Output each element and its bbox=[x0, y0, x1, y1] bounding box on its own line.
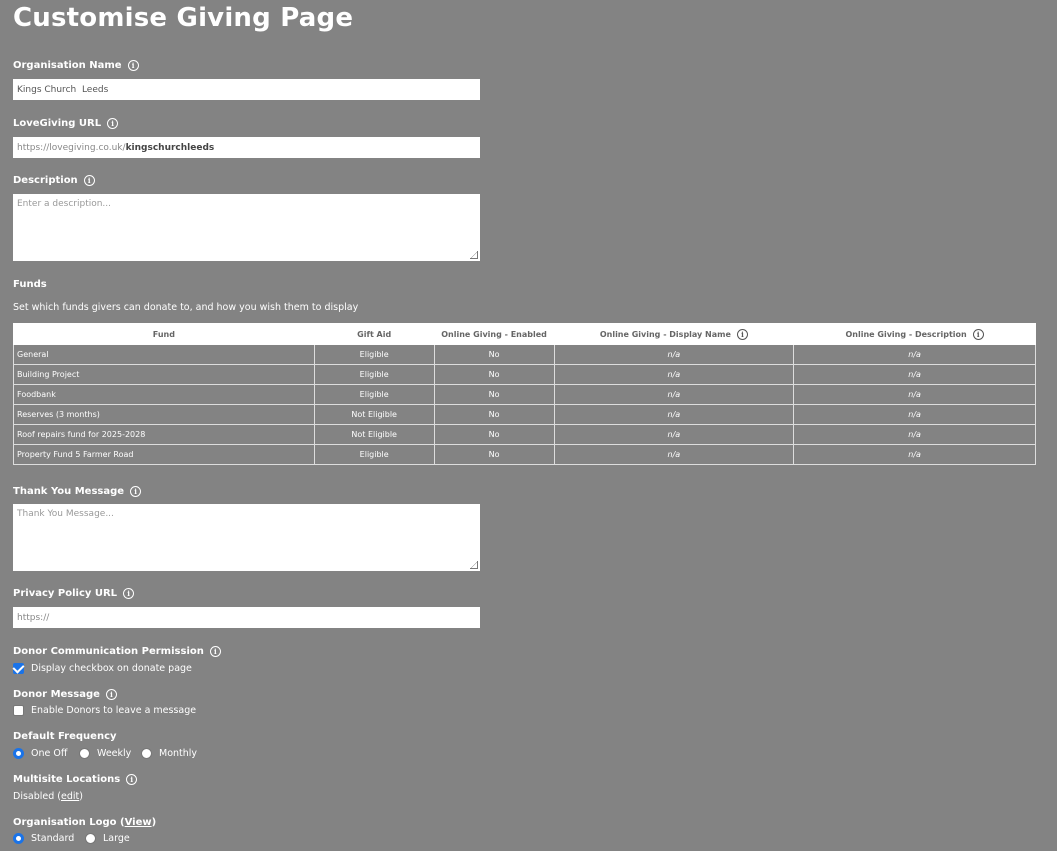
gift-aid-cell: Not Eligible bbox=[314, 405, 434, 425]
fund-name-cell: General bbox=[14, 345, 315, 365]
thank-you-message-placeholder: Thank You Message... bbox=[17, 509, 114, 519]
organisation-name-input[interactable] bbox=[13, 79, 480, 100]
online-enabled-cell: No bbox=[434, 345, 554, 365]
frequency-radio-weekly[interactable] bbox=[79, 748, 90, 759]
info-icon[interactable]: i bbox=[84, 175, 95, 186]
organisation-name-label bbox=[13, 60, 139, 71]
info-icon[interactable]: i bbox=[210, 646, 221, 657]
description-placeholder: Enter a description... bbox=[17, 199, 112, 209]
description-cell: n/a bbox=[794, 345, 1036, 365]
lovegiving-url-label bbox=[13, 118, 118, 129]
lovegiving-url-input[interactable] bbox=[13, 137, 480, 158]
display-name-cell: n/a bbox=[554, 365, 794, 385]
resize-handle-icon[interactable] bbox=[470, 561, 478, 569]
funds-label-text: Funds bbox=[13, 279, 47, 290]
logo-option-standard[interactable] bbox=[13, 833, 74, 844]
default-frequency-label bbox=[13, 731, 117, 742]
lovegiving-url-prefix: https://lovegiving.co.uk/ bbox=[17, 142, 126, 153]
display-name-cell: n/a bbox=[554, 345, 794, 365]
privacy-policy-input[interactable] bbox=[13, 607, 480, 628]
display-name-cell: n/a bbox=[554, 385, 794, 405]
funds-table-header bbox=[14, 324, 1036, 345]
display-name-cell: n/a bbox=[554, 405, 794, 425]
donor-message-option[interactable] bbox=[13, 705, 196, 716]
lovegiving-url-slug: kingschurchleeds bbox=[125, 142, 215, 153]
organisation-logo-label-text: Organisation Logo ( bbox=[13, 817, 125, 828]
gift-aid-cell: Eligible bbox=[314, 345, 434, 365]
fund-name-cell: Property Fund 5 Farmer Road bbox=[14, 445, 315, 465]
display-name-cell: n/a bbox=[554, 445, 794, 465]
logo-radio-large[interactable] bbox=[85, 833, 96, 844]
column-header-fund: Fund bbox=[14, 324, 315, 345]
table-row[interactable] bbox=[14, 425, 1036, 445]
info-icon[interactable]: i bbox=[973, 329, 984, 340]
info-icon[interactable]: i bbox=[130, 486, 141, 497]
logo-radio-standard[interactable] bbox=[13, 833, 24, 844]
logo-option-large[interactable] bbox=[85, 833, 130, 844]
fund-name-cell: Foodbank bbox=[14, 385, 315, 405]
funds-subtitle: Set which funds givers can donate to, and how you wish them to display bbox=[13, 302, 359, 313]
thank-you-message-label-text: Thank You Message bbox=[13, 486, 125, 497]
frequency-option-label: One Off bbox=[31, 748, 68, 759]
description-textarea[interactable] bbox=[13, 194, 480, 261]
online-enabled-cell: No bbox=[434, 365, 554, 385]
column-header-display-name bbox=[554, 324, 794, 345]
table-row[interactable] bbox=[14, 445, 1036, 465]
privacy-policy-label-text: Privacy Policy URL bbox=[13, 588, 118, 599]
online-enabled-cell: No bbox=[434, 405, 554, 425]
info-icon[interactable]: i bbox=[737, 329, 748, 340]
description-label bbox=[13, 175, 95, 186]
fund-name-cell: Roof repairs fund for 2025-2028 bbox=[14, 425, 315, 445]
column-header-description bbox=[794, 324, 1036, 345]
frequency-option-one-off[interactable] bbox=[13, 748, 67, 759]
fund-name-cell: Reserves (3 months) bbox=[14, 405, 315, 425]
column-header-gift-aid: Gift Aid bbox=[314, 324, 434, 345]
logo-option-label: Large bbox=[103, 833, 130, 844]
info-icon[interactable]: i bbox=[123, 588, 134, 599]
frequency-option-label: Weekly bbox=[97, 748, 132, 759]
table-row[interactable] bbox=[14, 405, 1036, 425]
donor-message-label-text: Donor Message bbox=[13, 689, 100, 700]
donor-message-option-label: Enable Donors to leave a message bbox=[31, 705, 197, 716]
multisite-edit-link[interactable]: edit bbox=[61, 791, 80, 802]
display-name-cell: n/a bbox=[554, 425, 794, 445]
organisation-name-value: Kings Church Leeds bbox=[17, 84, 109, 95]
multisite-locations-label-text: Multisite Locations bbox=[13, 774, 121, 785]
column-header-online-enabled: Online Giving - Enabled bbox=[434, 324, 554, 345]
info-icon[interactable]: i bbox=[107, 118, 118, 129]
donor-message-checkbox[interactable] bbox=[13, 705, 24, 716]
info-icon[interactable]: i bbox=[128, 60, 139, 71]
donor-communication-checkbox[interactable] bbox=[13, 663, 24, 674]
column-header-description-text: Online Giving - Description bbox=[845, 329, 967, 339]
table-row[interactable] bbox=[14, 365, 1036, 385]
gift-aid-cell: Eligible bbox=[314, 365, 434, 385]
fund-name-cell: Building Project bbox=[14, 365, 315, 385]
online-enabled-cell: No bbox=[434, 425, 554, 445]
column-header-display-name-text: Online Giving - Display Name bbox=[599, 329, 731, 339]
default-frequency-label-text: Default Frequency bbox=[13, 731, 117, 742]
description-cell: n/a bbox=[794, 365, 1036, 385]
lovegiving-url-label-text: LoveGiving URL bbox=[13, 118, 102, 129]
table-row[interactable] bbox=[14, 345, 1036, 365]
funds-label bbox=[13, 279, 47, 290]
multisite-locations-label bbox=[13, 774, 137, 785]
funds-table bbox=[13, 323, 1036, 465]
table-row[interactable] bbox=[14, 385, 1036, 405]
description-cell: n/a bbox=[794, 445, 1036, 465]
frequency-radio-monthly[interactable] bbox=[141, 748, 152, 759]
info-icon[interactable]: i bbox=[106, 689, 117, 700]
multisite-status-text: Disabled ( bbox=[13, 791, 61, 802]
privacy-policy-value: https:// bbox=[17, 612, 50, 623]
donor-message-label bbox=[13, 689, 117, 700]
privacy-policy-label bbox=[13, 588, 134, 599]
donor-communication-label-text: Donor Communication Permission bbox=[13, 646, 204, 657]
description-label-text: Description bbox=[13, 175, 78, 186]
donor-communication-option-label: Display checkbox on donate page bbox=[31, 663, 192, 674]
multisite-status-close: ) bbox=[79, 791, 83, 802]
frequency-option-monthly[interactable] bbox=[141, 748, 197, 759]
description-cell: n/a bbox=[794, 405, 1036, 425]
logo-option-label: Standard bbox=[31, 833, 75, 844]
page-title: Customise Giving Page bbox=[13, 3, 354, 33]
gift-aid-cell: Eligible bbox=[314, 445, 434, 465]
frequency-option-weekly[interactable] bbox=[79, 748, 131, 759]
info-icon[interactable]: i bbox=[126, 774, 137, 785]
thank-you-message-label bbox=[13, 486, 141, 497]
donor-communication-option[interactable] bbox=[13, 663, 192, 674]
online-enabled-cell: No bbox=[434, 445, 554, 465]
gift-aid-cell: Not Eligible bbox=[314, 425, 434, 445]
organisation-name-label-text: Organisation Name bbox=[13, 60, 122, 71]
organisation-logo-view-link[interactable]: View bbox=[124, 817, 152, 828]
description-cell: n/a bbox=[794, 385, 1036, 405]
organisation-logo-label-close: ) bbox=[151, 817, 157, 828]
online-enabled-cell: No bbox=[434, 385, 554, 405]
resize-handle-icon[interactable] bbox=[470, 251, 478, 259]
donor-communication-label bbox=[13, 646, 221, 657]
organisation-logo-label bbox=[13, 817, 156, 828]
thank-you-message-textarea[interactable] bbox=[13, 504, 480, 571]
description-cell: n/a bbox=[794, 425, 1036, 445]
multisite-status bbox=[13, 791, 83, 802]
frequency-radio-one-off[interactable] bbox=[13, 748, 24, 759]
gift-aid-cell: Eligible bbox=[314, 385, 434, 405]
frequency-option-label: Monthly bbox=[159, 748, 198, 759]
